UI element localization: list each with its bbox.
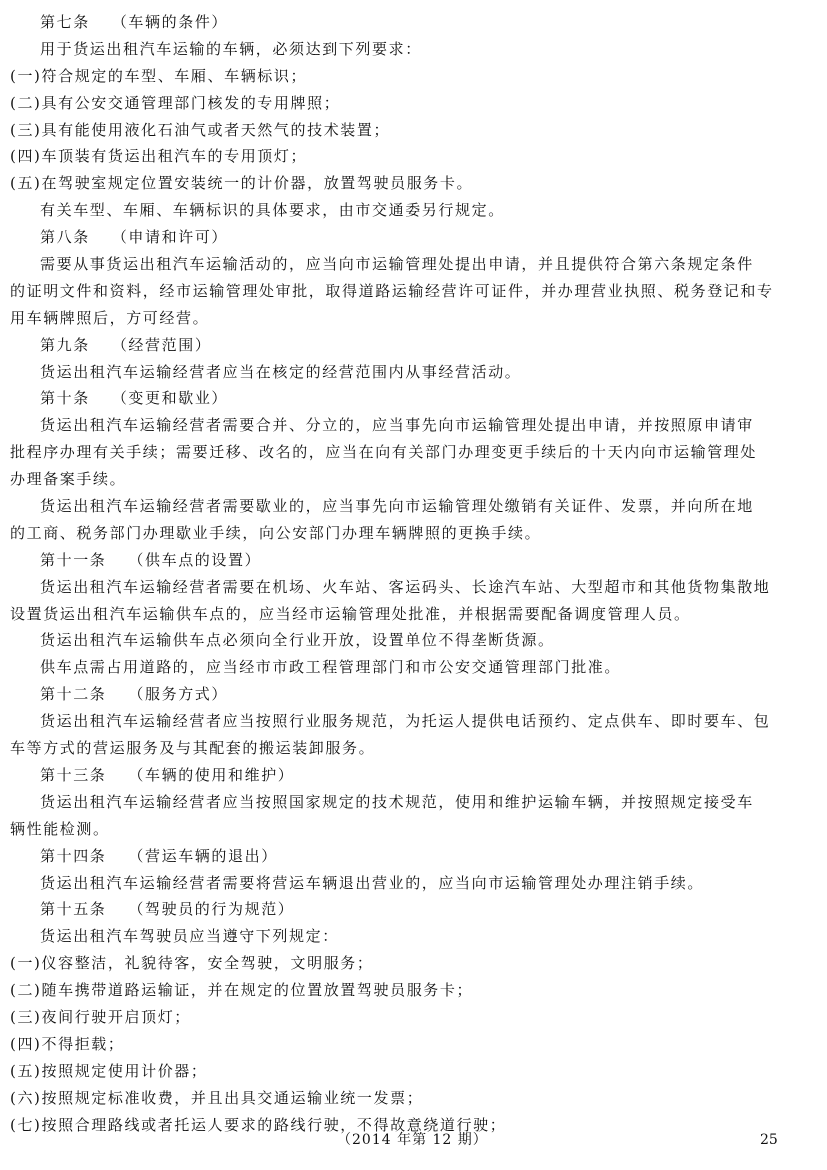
paragraph-line: 货运出租汽车运输经营者需要在机场、火车站、客运码头、长途汽车站、大型超市和其他货物集散地 bbox=[40, 577, 771, 596]
text-line: (四)车顶装有货运出租汽车的专用顶灯； bbox=[10, 147, 308, 166]
text-line: (一)符合规定的车型、车厢、车辆标识； bbox=[10, 66, 308, 85]
article-heading bbox=[10, 762, 822, 789]
text-line: (一)仪容整洁，礼貌待客，安全驾驶，文明服务； bbox=[10, 954, 374, 973]
issue-label: （2014 年第 12 期） bbox=[337, 1132, 488, 1148]
paragraph-line: 用于货运出租汽车运输的车辆，必须达到下列要求： bbox=[40, 39, 422, 58]
article-number: 第九条 bbox=[40, 335, 90, 354]
article-number: 第十四条 bbox=[40, 846, 107, 865]
text-line: 批程序办理有关手续；需要迁移、改名的，应当在向有关部门办理变更手续后的十天内向市运输管理处 bbox=[10, 443, 758, 462]
article-heading bbox=[10, 332, 822, 359]
article-title: （供车点的设置） bbox=[128, 550, 262, 569]
article-heading bbox=[10, 681, 822, 708]
article-number: 第十三条 bbox=[40, 765, 107, 784]
text-line: (五)按照规定使用计价器； bbox=[10, 1061, 208, 1080]
page-footer bbox=[0, 1128, 827, 1152]
article-number: 第十条 bbox=[40, 389, 90, 408]
article-number: 第十二条 bbox=[40, 685, 107, 704]
paragraph-line: 货运出租汽车运输经营者需要合并、分立的，应当事先向市运输管理处提出申请，并按照原申请审 bbox=[40, 416, 754, 435]
text-line: 用车辆牌照后，方可经营。 bbox=[10, 308, 210, 327]
text-line: (三)夜间行驶开启顶灯； bbox=[10, 1007, 191, 1026]
article-title: （驾驶员的行为规范） bbox=[128, 900, 295, 919]
text-line: 的证明文件和资料，经市运输管理处审批，取得道路运输经营许可证件，并办理营业执照、税务登记和专 bbox=[10, 281, 774, 300]
text-line: (三)具有能使用液化石油气或者天然气的技术装置； bbox=[10, 120, 391, 139]
article-heading bbox=[10, 547, 822, 574]
paragraph-line: 需要从事货运出租汽车运输活动的，应当向市运输管理处提出申请，并且提供符合第六条规定条件 bbox=[40, 255, 754, 274]
article-heading bbox=[10, 896, 822, 923]
text-line: (二)随车携带道路运输证，并在规定的位置放置驾驶员服务卡； bbox=[10, 981, 474, 1000]
text-line: 车等方式的营运服务及与其配套的搬运装卸服务。 bbox=[10, 739, 376, 758]
article-title: （服务方式） bbox=[128, 685, 229, 704]
article-number: 第十一条 bbox=[40, 550, 107, 569]
paragraph-line: 货运出租汽车运输经营者应当按照国家规定的技术规范，使用和维护运输车辆，并按照规定接受车 bbox=[40, 792, 754, 811]
article-heading bbox=[10, 385, 822, 412]
text-line: (二)具有公安交通管理部门核发的专用牌照； bbox=[10, 93, 341, 112]
text-line: (七)按照合理路线或者托运人要求的路线行驶，不得故意绕道行驶； bbox=[10, 1115, 507, 1134]
paragraph-line: 货运出租汽车运输供车点必须向全行业开放，设置单位不得垄断货源。 bbox=[40, 631, 555, 650]
page-number: 25 bbox=[760, 1132, 778, 1148]
article-heading bbox=[10, 843, 822, 870]
text-line: (六)按照规定标准收费，并且出具交通运输业统一发票； bbox=[10, 1088, 424, 1107]
paragraph-line: 供车点需占用道路的，应当经市市政工程管理部门和市公安交通管理部门批准。 bbox=[40, 658, 622, 677]
paragraph-line: 货运出租汽车运输经营者需要歇业的，应当事先向市运输管理处缴销有关证件、发票，并向所在地 bbox=[40, 497, 754, 516]
paragraph-line: 货运出租汽车驾驶员应当遵守下列规定： bbox=[40, 927, 339, 946]
article-title: （经营范围） bbox=[111, 335, 212, 354]
text-line: (四)不得拒载； bbox=[10, 1034, 125, 1053]
document-body bbox=[10, 9, 822, 1138]
article-title: （申请和许可） bbox=[111, 228, 229, 247]
paragraph-line: 货运出租汽车运输经营者应当按照行业服务规范，为托运人提供电话预约、定点供车、即时要车、包 bbox=[40, 712, 771, 731]
text-line: 辆性能检测。 bbox=[10, 819, 110, 838]
text-line: 办理备案手续。 bbox=[10, 470, 127, 489]
article-title: （变更和歇业） bbox=[111, 389, 229, 408]
article-heading bbox=[10, 9, 822, 36]
article-number: 第七条 bbox=[40, 13, 90, 31]
article-title: （车辆的使用和维护） bbox=[128, 765, 295, 784]
text-line: 的工商、税务部门办理歇业手续，向公安部门办理车辆牌照的更换手续。 bbox=[10, 523, 542, 542]
paragraph-line: 货运出租汽车运输经营者需要将营运车辆退出营业的，应当向市运输管理处办理注销手续。 bbox=[40, 873, 705, 892]
text-line: 设置货运出租汽车运输供车点的，应当经市运输管理处批准，并根据需要配备调度管理人员。 bbox=[10, 604, 691, 623]
paragraph-line: 货运出租汽车运输经营者应当在核定的经营范围内从事经营活动。 bbox=[40, 362, 522, 381]
article-heading bbox=[10, 224, 822, 251]
text-line: (五)在驾驶室规定位置安装统一的计价器，放置驾驶员服务卡。 bbox=[10, 174, 474, 193]
article-number: 第十五条 bbox=[40, 900, 107, 919]
article-title: （营运车辆的退出） bbox=[128, 846, 278, 865]
article-title: （车辆的条件） bbox=[111, 13, 229, 31]
article-number: 第八条 bbox=[40, 228, 90, 247]
paragraph-line: 有关车型、车厢、车辆标识的具体要求，由市交通委另行规定。 bbox=[40, 201, 505, 220]
